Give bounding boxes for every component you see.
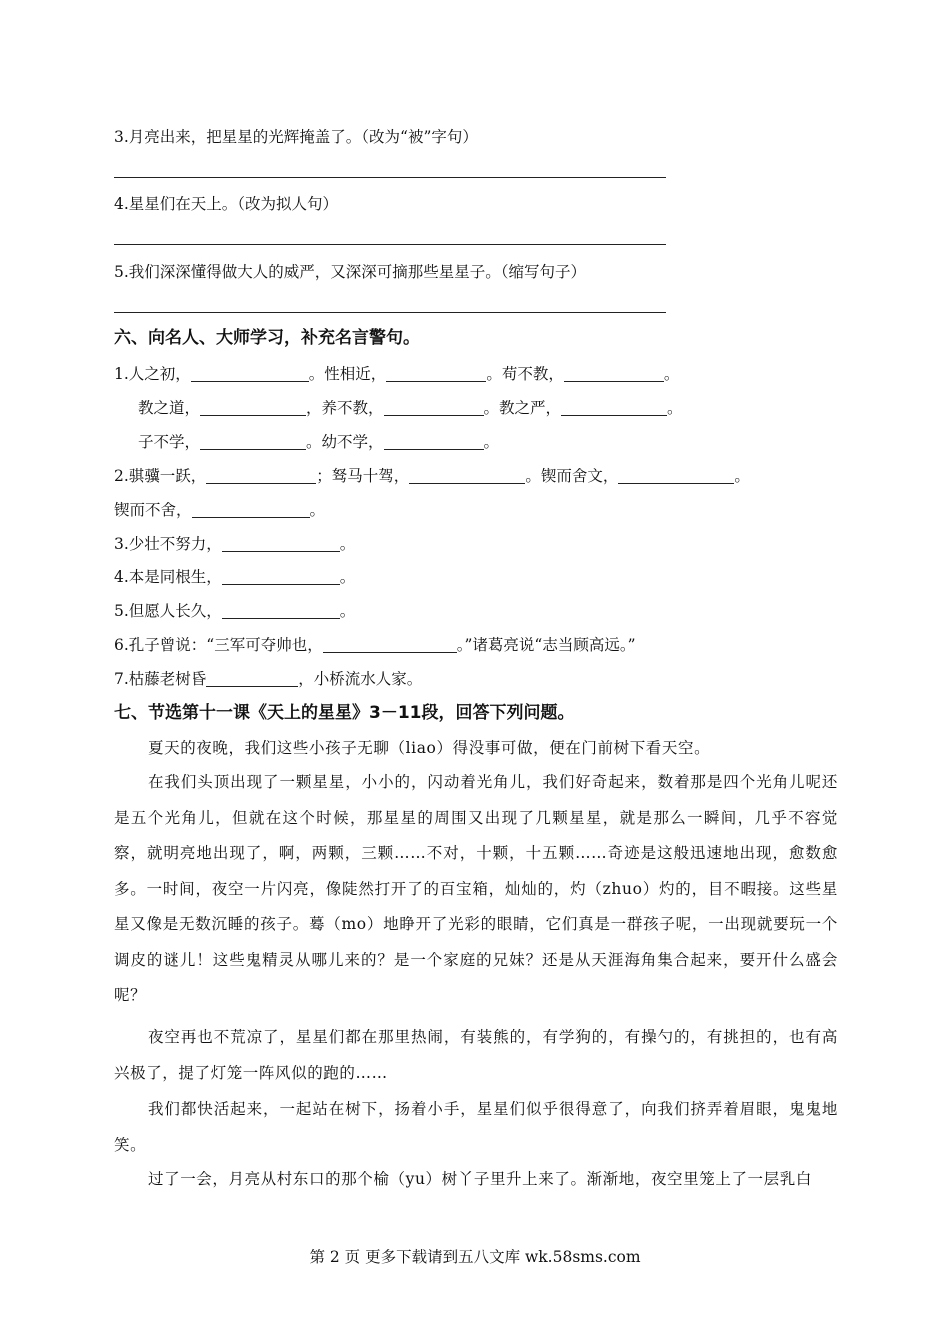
blank[interactable]	[384, 434, 484, 450]
blank[interactable]	[618, 468, 734, 484]
quote-1b: 教之道， ，养不教， 。教之严， 。	[138, 399, 683, 417]
blank[interactable]	[564, 366, 664, 382]
quote-6: 6.孔子曾说：“三军可夺帅也， 。”诸葛亮说“志当顾高远。”	[114, 636, 636, 654]
blank[interactable]	[386, 366, 486, 382]
blank[interactable]	[384, 400, 484, 416]
section-6-title: 六、向名人、大师学习，补充名言警句。	[114, 328, 420, 348]
quote-3: 3.少壮不努力， 。	[114, 535, 356, 553]
quote-7: 7.枯藤老树昏 ，小桥流水人家。	[114, 670, 423, 688]
quote-1a: 1.人之初， 。性相近， 。苟不教， 。	[114, 365, 680, 383]
quote-1c: 子不学， 。幼不学， 。	[138, 433, 500, 451]
page-footer: 第 2 页 更多下载请到五八文库 wk.58sms.com	[309, 1248, 641, 1266]
blank[interactable]	[192, 502, 310, 518]
blank[interactable]	[206, 468, 316, 484]
question-3: 3.月亮出来，把星星的光辉掩盖了。（改为“被”字句）	[114, 128, 478, 146]
passage-paragraph-4: 我们都快活起来，一起站在树下，扬着小手，星星们似乎很得意了，向我们挤弄着眉眼，鬼鬼地笑。	[114, 1100, 838, 1154]
question-4: 4.星星们在天上。（改为拟人句）	[114, 195, 339, 213]
question-5: 5.我们深深懂得做大人的威严，又深深可摘那些星星子。（缩写句子）	[114, 263, 587, 281]
blank[interactable]	[200, 400, 306, 416]
passage-paragraph-2: 在我们头顶出现了一颗星星，小小的，闪动着光角儿，我们好奇起来，数着那是四个光角儿呢还是五个光角儿，但就在这个时候，那星星的周围又出现了几颗星星，就是那么一瞬间，几乎不容觉察，就明亮地出现了，啊，两颗，三颗……不对，十颗，十五颗……奇迹是这般迅速地出现，愈数愈多。一时间，夜空一片闪亮，像陡然打开了的百宝箱，灿灿的，灼（zhuo）灼的，目不暇接。这些星星又像是无数沉睡的孩子。蓦（mo）地睁开了光彩的眼睛，它们真是一群孩子呢，一出现就要玩一个调皮的谜儿！这些鬼精灵从哪儿来的？是一个家庭的兄妹？还是从天涯海角集合起来，要开什么盛会呢？	[114, 773, 838, 1004]
blank[interactable]	[222, 603, 340, 619]
answer-line-3[interactable]	[114, 177, 666, 178]
blank[interactable]	[409, 468, 525, 484]
quote-2b: 锲而不舍， 。	[114, 501, 326, 519]
passage-paragraph-3: 夜空再也不荒凉了，星星们都在那里热闹，有装熊的，有学狗的，有操勺的，有挑担的，也有高兴极了，提了灯笼一阵风似的跑的……	[114, 1028, 838, 1082]
passage-paragraph-5: 过了一会，月亮从村东口的那个榆（yu）树丫子里升上来了。渐渐地，夜空里笼上了一层乳白	[148, 1170, 812, 1188]
blank[interactable]	[222, 569, 340, 585]
answer-line-5[interactable]	[114, 312, 666, 313]
quote-2a: 2.骐骥一跃， ；驽马十驾， 。锲而舍文， 。	[114, 467, 750, 485]
blank[interactable]	[191, 366, 309, 382]
blank[interactable]	[222, 536, 340, 552]
blank[interactable]	[561, 400, 667, 416]
quote-5: 5.但愿人长久， 。	[114, 602, 356, 620]
answer-line-4[interactable]	[114, 244, 666, 245]
blank[interactable]	[200, 434, 306, 450]
section-7-title: 七、节选第十一课《天上的星星》3－11段，回答下列问题。	[114, 703, 575, 723]
blank[interactable]	[323, 637, 457, 653]
quote-4: 4.本是同根生， 。	[114, 568, 356, 586]
blank[interactable]	[206, 671, 298, 687]
passage-paragraph-1: 夏天的夜晚，我们这些小孩子无聊（liao）得没事可做，便在门前树下看天空。	[148, 739, 711, 757]
